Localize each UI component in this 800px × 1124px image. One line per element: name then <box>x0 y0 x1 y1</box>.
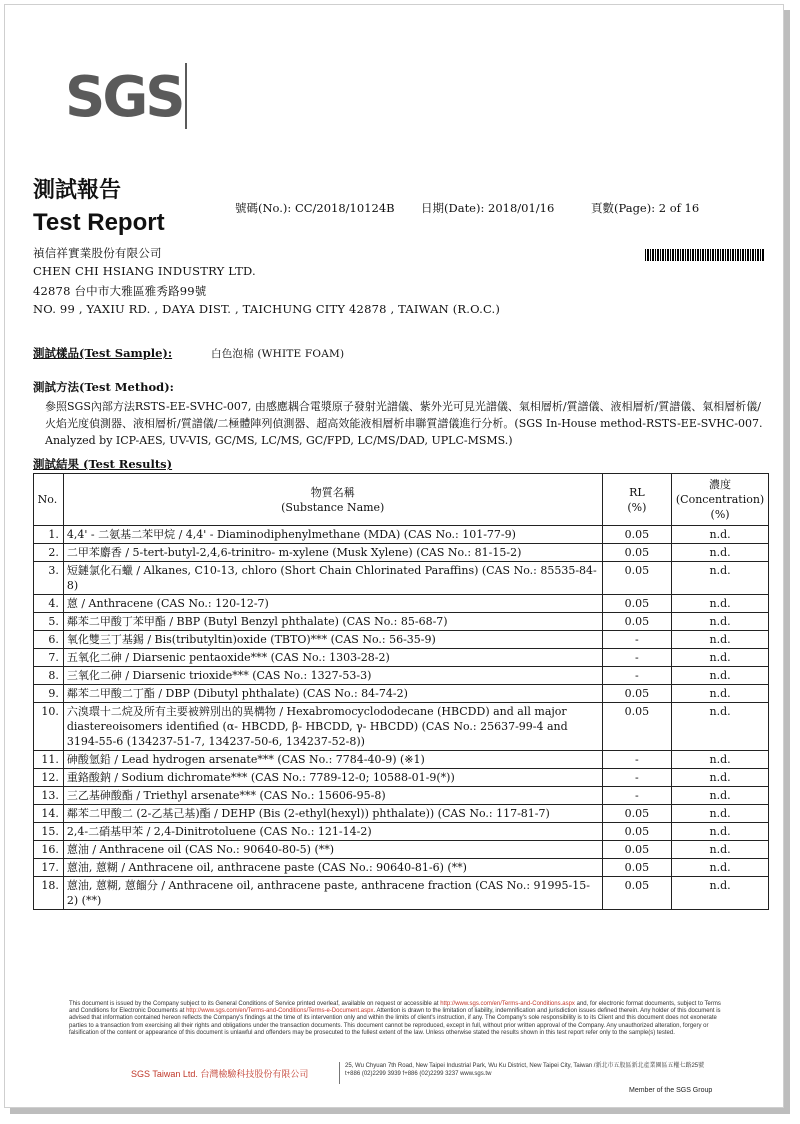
row-rl: 0.05 <box>602 562 671 595</box>
row-substance: 蒽油, 蒽糊, 蒽餾分 / Anthracene oil, anthracene paste, anthracene fraction (CAS No.: 91995-15-2) (**) <box>63 877 602 910</box>
row-concentration: n.d. <box>672 877 769 910</box>
table-row <box>34 685 769 703</box>
header-substance <box>63 474 602 526</box>
row-concentration: n.d. <box>672 751 769 769</box>
row-concentration: n.d. <box>672 859 769 877</box>
client-address-zh: 42878 台中市大雅區雅秀路99號 <box>33 284 207 298</box>
header-substance-en: (Substance Name) <box>281 500 385 514</box>
row-substance: 砷酸氫鉛 / Lead hydrogen arsenate*** (CAS No.: 7784-40-9) (※1) <box>63 751 602 769</box>
table-row <box>34 649 769 667</box>
row-substance: 重鉻酸鈉 / Sodium dichromate*** (CAS No.: 7789-12-0; 10588-01-9(*)) <box>63 769 602 787</box>
table-row <box>34 613 769 631</box>
row-no: 17. <box>34 859 64 877</box>
row-substance: 六溴環十二烷及所有主要被辨別出的異構物 / Hexabromocyclododecane (HBCDD) and all major diastereoisomers identified (α- HBCDD, β- HBCDD, γ- HBCDD) (CAS No.: 25637-99-4 and 3194-55-6 (134237-51-7, 134237-50-6, 134237-52-8)) <box>63 703 602 751</box>
row-rl: - <box>602 667 671 685</box>
row-no: 14. <box>34 805 64 823</box>
table-row <box>34 823 769 841</box>
table-row <box>34 703 769 751</box>
row-rl: 0.05 <box>602 841 671 859</box>
row-rl: 0.05 <box>602 595 671 613</box>
e-document-terms-link[interactable]: http://www.sgs.com/en/Terms-and-Conditions/Terms-e-Document.aspx <box>186 1008 374 1015</box>
header-conc-zh: 濃度 <box>709 478 732 491</box>
row-rl: 0.05 <box>602 544 671 562</box>
header-rl-label: RL <box>629 485 645 499</box>
table-row <box>34 562 769 595</box>
sample-value: 白色泡棉 (WHITE FOAM) <box>211 348 345 360</box>
table-row <box>34 595 769 613</box>
report-number: 號碼(No.): CC/2018/10124B <box>235 201 395 215</box>
row-concentration: n.d. <box>672 526 769 544</box>
row-concentration: n.d. <box>672 841 769 859</box>
row-concentration: n.d. <box>672 562 769 595</box>
row-concentration: n.d. <box>672 823 769 841</box>
disclaimer-part-3: . Attention is drawn to the limitation of liability, indemnification and jurisdiction issues defined therein. Any holder of this document is advised that information contained hereon reflects the Company's findings at the time of its intervention only and within the limits of client's instruction, if any. The Company's sole responsibility is to its Client and this document does not exonerate parties to a transaction from exercising all their rights and obligations under the transaction documents. This document cannot be reproduced, except in full, without prior written approval of the Company. Any unauthorized alteration, forgery or falsification of the content or appearance of this document is unlawful and offenders may be prosecuted to the fullest extent of the law. Unless otherwise stated the results shown in this test report refer only to the sample(s) tested. <box>69 1008 721 1036</box>
row-no: 13. <box>34 787 64 805</box>
title-english: Test Report <box>33 209 165 236</box>
row-substance: 2,4-二硝基甲苯 / 2,4-Dinitrotoluene (CAS No.: 121-14-2) <box>63 823 602 841</box>
row-no: 7. <box>34 649 64 667</box>
row-substance: 蒽油, 蒽糊 / Anthracene oil, anthracene paste (CAS No.: 90640-81-6) (**) <box>63 859 602 877</box>
method-label: 測試方法(Test Method): <box>33 380 174 394</box>
legal-disclaimer <box>69 1001 729 1037</box>
row-rl: 0.05 <box>602 685 671 703</box>
row-rl: 0.05 <box>602 703 671 751</box>
row-rl: 0.05 <box>602 859 671 877</box>
row-concentration: n.d. <box>672 805 769 823</box>
member-of-group: Member of the SGS Group <box>629 1087 713 1094</box>
company-phones: t+886 (02)2299 3939 f+886 (02)2299 3237 www.sgs.tw <box>345 1071 492 1077</box>
sample-label: 測試樣品(Test Sample): <box>33 346 173 360</box>
client-name-zh: 禎信祥實業股份有限公司 <box>33 246 162 260</box>
header-concentration <box>672 474 769 526</box>
row-no: 10. <box>34 703 64 751</box>
row-no: 12. <box>34 769 64 787</box>
table-row <box>34 805 769 823</box>
client-name-en: CHEN CHI HSIANG INDUSTRY LTD. <box>33 264 256 278</box>
results-header-row <box>34 474 769 526</box>
disclaimer-part-2: and, for electronic format documents, subject to Terms and Conditions for Electronic Documents at <box>69 1001 721 1015</box>
row-concentration: n.d. <box>672 685 769 703</box>
row-substance: 鄰苯二甲酸二 (2-乙基己基)酯 / DEHP (Bis (2-ethyl(hexyl)) phthalate)) (CAS No.: 117-81-7) <box>63 805 602 823</box>
row-no: 5. <box>34 613 64 631</box>
row-concentration: n.d. <box>672 787 769 805</box>
row-rl: 0.05 <box>602 877 671 910</box>
row-substance: 二甲苯麝香 / 5-tert-butyl-2,4,6-trinitro- m-xylene (Musk Xylene) (CAS No.: 81-15-2) <box>63 544 602 562</box>
row-no: 15. <box>34 823 64 841</box>
row-concentration: n.d. <box>672 703 769 751</box>
row-no: 9. <box>34 685 64 703</box>
row-substance: 三氧化二砷 / Diarsenic trioxide*** (CAS No.: 1327-53-3) <box>63 667 602 685</box>
header-rl <box>602 474 671 526</box>
row-substance: 三乙基砷酸酯 / Triethyl arsenate*** (CAS No.: 15606-95-8) <box>63 787 602 805</box>
row-substance: 蒽 / Anthracene (CAS No.: 120-12-7) <box>63 595 602 613</box>
table-row <box>34 877 769 910</box>
row-substance: 4,4' - 二氨基二苯甲烷 / 4,4' - Diaminodiphenylmethane (MDA) (CAS No.: 101-77-9) <box>63 526 602 544</box>
row-concentration: n.d. <box>672 595 769 613</box>
row-no: 16. <box>34 841 64 859</box>
header-conc-unit: (%) <box>710 508 730 521</box>
table-row <box>34 631 769 649</box>
results-label: 測試結果 (Test Results) <box>33 457 173 471</box>
row-rl: 0.05 <box>602 613 671 631</box>
row-substance: 蒽油 / Anthracene oil (CAS No.: 90640-80-5) (**) <box>63 841 602 859</box>
row-rl: - <box>602 631 671 649</box>
row-substance: 五氧化二砷 / Diarsenic pentaoxide*** (CAS No.: 1303-28-2) <box>63 649 602 667</box>
table-row <box>34 667 769 685</box>
table-row <box>34 751 769 769</box>
row-substance: 鄰苯二甲酸丁苯甲酯 / BBP (Butyl Benzyl phthalate) (CAS No.: 85-68-7) <box>63 613 602 631</box>
row-rl: - <box>602 787 671 805</box>
row-no: 4. <box>34 595 64 613</box>
row-no: 8. <box>34 667 64 685</box>
header-conc-en: (Concentration) <box>675 493 765 506</box>
disclaimer-part-1: This document is issued by the Company subject to its General Conditions of Service printed overleaf, available on request or accessible at <box>69 1001 441 1007</box>
logo-divider <box>185 63 187 129</box>
row-no: 6. <box>34 631 64 649</box>
row-no: 2. <box>34 544 64 562</box>
row-rl: - <box>602 751 671 769</box>
terms-link[interactable]: http://www.sgs.com/en/Terms-and-Conditions.aspx <box>440 1001 575 1007</box>
page-number: 頁數(Page): 2 of 16 <box>591 201 700 215</box>
row-rl: - <box>602 769 671 787</box>
row-no: 3. <box>34 562 64 595</box>
company-address <box>345 1062 704 1078</box>
row-concentration: n.d. <box>672 769 769 787</box>
table-row <box>34 544 769 562</box>
sgs-logo <box>65 63 191 133</box>
row-rl: 0.05 <box>602 805 671 823</box>
header-rl-unit: (%) <box>627 500 647 514</box>
table-row <box>34 769 769 787</box>
method-text: 參照SGS內部方法RSTS-EE-SVHC-007, 由感應耦合電漿原子發射光譜儀、紫外光可見光譜儀、氣相層析/質譜儀、液相層析/質譜儀、氣相層析儀/火焰光度偵測器、液相層析/質譜儀/二極體陣列偵測器、超高效能液相層析串聯質譜儀進行分析。(SGS In-House method-RSTS-EE-SVHC-007. Analyzed by ICP-AES, UV-VIS, GC/MS, LC/MS, GC/FPD, LC/MS/DAD, UPLC-MSMS.) <box>45 400 763 447</box>
row-concentration: n.d. <box>672 649 769 667</box>
row-rl: - <box>602 649 671 667</box>
header-no: No. <box>34 474 64 526</box>
row-concentration: n.d. <box>672 667 769 685</box>
row-substance: 短鏈氯化石蠟 / Alkanes, C10-13, chloro (Short Chain Chlorinated Paraffins) (CAS No.: 85535-84-8) <box>63 562 602 595</box>
row-concentration: n.d. <box>672 631 769 649</box>
barcode <box>645 249 765 261</box>
row-concentration: n.d. <box>672 613 769 631</box>
client-address-en: NO. 99 , YAXIU RD. , DAYA DIST. , TAICHUNG CITY 42878 , TAIWAN (R.O.C.) <box>33 302 501 316</box>
company-street: 25, Wu Chyuan 7th Road, New Taipei Industrial Park, Wu Ku District, New Taipei City, Taiwan /新北市五股區新北產業園區五權七路25號 <box>345 1063 705 1069</box>
row-substance: 氧化雙三丁基錫 / Bis(tributyltin)oxide (TBTO)*** (CAS No.: 56-35-9) <box>63 631 602 649</box>
sgs-logo-text: SGS <box>65 65 183 130</box>
row-substance: 鄰苯二甲酸二丁酯 / DBP (Dibutyl phthalate) (CAS No.: 84-74-2) <box>63 685 602 703</box>
header-substance-zh: 物質名稱 <box>310 485 355 499</box>
table-row <box>34 841 769 859</box>
title-chinese: 測試報告 <box>33 178 122 203</box>
row-concentration: n.d. <box>672 544 769 562</box>
report-page <box>4 4 784 1108</box>
row-rl: 0.05 <box>602 526 671 544</box>
row-no: 1. <box>34 526 64 544</box>
footer-divider <box>339 1062 340 1084</box>
row-no: 18. <box>34 877 64 910</box>
table-row <box>34 787 769 805</box>
company-name: SGS Taiwan Ltd. 台灣檢驗科技股份有限公司 <box>131 1069 309 1079</box>
results-table <box>33 473 769 910</box>
row-no: 11. <box>34 751 64 769</box>
report-date: 日期(Date): 2018/01/16 <box>421 201 555 215</box>
table-row <box>34 526 769 544</box>
table-row <box>34 859 769 877</box>
row-rl: 0.05 <box>602 823 671 841</box>
